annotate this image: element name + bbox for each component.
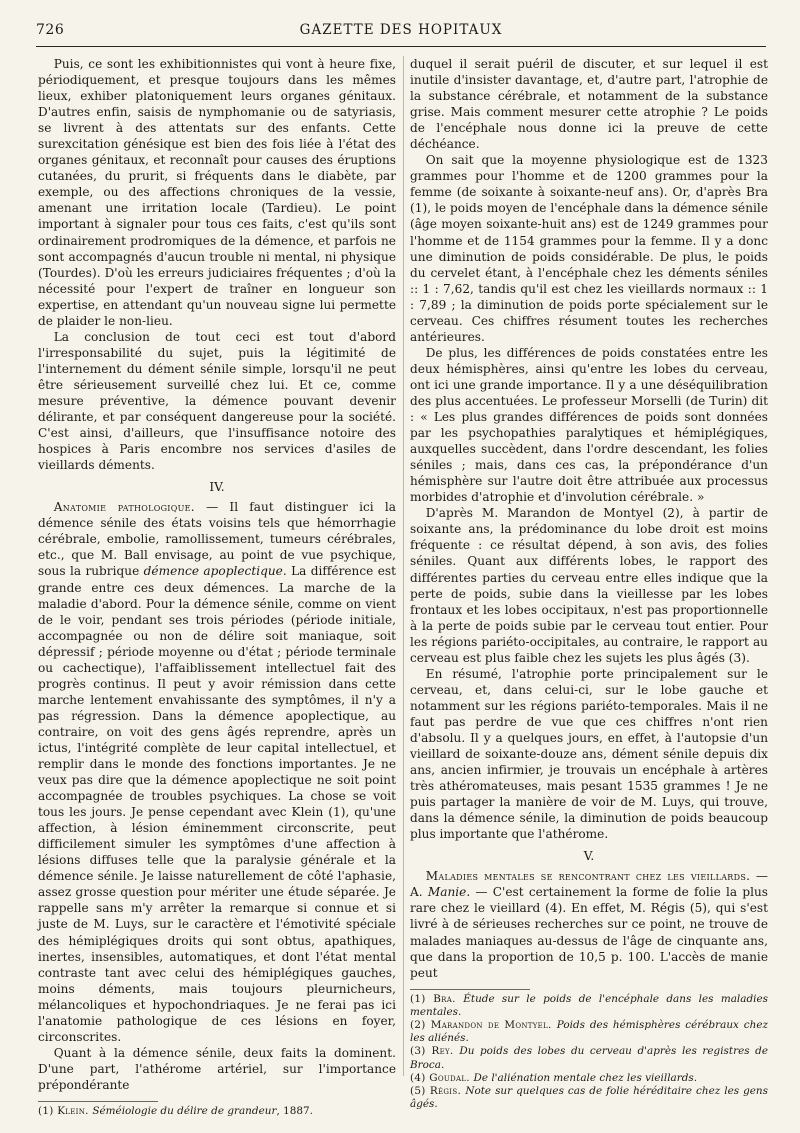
footnote-title: Du poids des lobes du cerveau d'après les registres de Broca [410, 1045, 768, 1071]
paragraph: D'après M. Marandon de Montyel (2), à partir de soixante ans, la prédominance du lobe droit est moins fréquente : ce résultat dépend, à son avis, des folies séniles. Quant aux différents lobes, le rapport des différentes parties du cerveau entre elles indique que la perte de poids, subie dans la vieillesse par les lobes frontaux et les lobes occipitaux, n'est pas proportionnelle à la perte de poids subie par le cerveau tout entier. Pour les régions pariéto-occipitales, au contraire, le rapport au cerveau est plus faible chez les sujets les plus âgés (3). [410, 506, 768, 665]
running-title: GAZETTE DES HOPITAUX [299, 22, 503, 38]
column-divider [403, 56, 404, 1076]
paragraph-sep: — A. [410, 869, 768, 900]
italic-term: Manie [427, 885, 467, 900]
left-column [38, 56, 396, 1117]
page-header [36, 16, 766, 46]
footnote-author: (4) Goudal. [410, 1071, 474, 1084]
footnote-title: Étude sur le poids de l'encéphale dans les maladies mentales [410, 992, 768, 1018]
footnote [410, 993, 768, 1019]
section-heading: Maladies mentales se rencontrant chez les vieillards. [425, 869, 751, 884]
paragraph-rest: . — C'est certainement la forme de folie la plus rare chez le vieillard (4). En effet, M. Régis (5), qui s'est livré à de sérieuses recherches sur ce point, ne trouve de malades maniaques au-dessus de l'âge de cinquante ans, que dans la proportion de 10,5 p. 100. L'accès de manie peut [410, 885, 769, 980]
footnote [410, 1085, 768, 1111]
paragraph: La conclusion de tout ceci est tout d'abord l'irresponsabilité du sujet, puis la légitimité de l'internement du dément sénile simple, lorsqu'il ne peut être sérieusement surveillé chez lui. Et ce, comme mesure préventive, la démence pouvant devenir délirante, et par conséquent dangereuse pour la société. C'est ainsi, d'ailleurs, que l'insuffisance notoire des hospices à Paris encombre nos services d'asiles de vieillards déments. [38, 329, 396, 473]
paragraph: De plus, les différences de poids constatées entre les deux hémisphères, ainsi qu'entre les lobes du cerveau, ont ici une grande importance. Il y a une déséquilibration des plus accentuées. Le professeur Morselli (de Turin) dit : « Les plus grandes différences de poids sont données par les psychopathies paralytiques et hémiplégiques, auxquelles succèdent, dans l'ordre descendant, les folies séniles ; mais, dans ces cas, la prépondérance d'un hémisphère sur l'autre doit être attribuée aux processus morbides d'atrophie et d'involution cérébrale. » [410, 345, 768, 505]
footnote-rest: , 1887. [276, 1105, 313, 1117]
header-rule [36, 46, 766, 47]
footnotes [38, 1105, 396, 1118]
paragraph: Puis, ce sont les exhibitionnistes qui vont à heure fixe, périodiquement, et presque toujours dans les mêmes lieux, exhiber platoniquement leurs organes génitaux. D'autres enfin, saisis de nymphomanie ou de satyriasis, se livrent à des attentats sur des enfants. Cette surexcitation génésique est bien des fois liée à l'état des organes génitaux, et reconnaît pour causes des éruptions cutanées, du prurit, si fréquents dans le diabète, par exemple, ou des affections chroniques de la vessie, amenant une irritation locale (Tardieu). Le point important à signaler pour tous ces faits, c'est qu'ils sont ordinairement prodromiques de la démence, et parfois ne sont accompagnés d'aucun trouble ni mental, ni physique (Tourdes). D'où les erreurs judiciaires fréquentes ; d'où la nécessité pour l'expert de traîner en longueur son expertise, en attendant qu'un nouveau signe lui permette de plaider le non-lieu. [38, 57, 396, 328]
paragraph [410, 868, 768, 980]
section-number: IV. [209, 480, 225, 495]
footnote-rest: . [434, 1098, 438, 1111]
italic-term: démence apoplectique [143, 564, 283, 579]
footnote-author: (2) Marandon de Montyel. [410, 1019, 557, 1032]
paragraph: duquel il serait puéril de discuter, et sur lequel il est inutile d'insister davantage, et, d'autre part, l'atrophie de la substance cérébrale, et notamment de la substance grise. Mais comment mesurer cette atrophie ? Le poids de l'encéphale nous donne ici la preuve de cette déchéance. [410, 57, 768, 152]
footnote-author: (5) Régis. [410, 1085, 466, 1098]
footnote-title: Séméiologie du délire de grandeur [92, 1105, 277, 1117]
footnote-rest: . [693, 1071, 698, 1084]
footnote-rest: . [458, 1005, 462, 1018]
paragraph: En résumé, l'atrophie porte principalement sur le cerveau, et, dans celui-ci, sur le lobe gauche et notamment sur les régions pariéto-temporales. Mais il ne faut pas perdre de vue que ces chiffres n'ont rien d'absolu. Il y a quelques jours, en effet, à l'autopsie d'un vieillard de soixante-douze ans, dément sénile depuis dix ans, ancien infirmier, je trouvais un encéphale à artères très athéromateuses, mais pesant 1535 grammes ! Je ne puis partager la manière de voir de M. Luys, qui trouve, dans la démence sénile, la diminution de poids beaucoup plus importante que l'athérome. [410, 666, 768, 842]
paragraph: On sait que la moyenne physiologique est de 1323 grammes pour l'homme et de 1200 grammes pour la femme (de soixante à soixante-neuf ans). Or, d'après Bra (1), le poids moyen de l'encéphale dans la démence sénile (âge moyen soixante-huit ans) est de 1249 grammes pour l'homme et de 1154 grammes pour la femme. Il y a donc une diminution de poids considérable. De plus, le poids du cervelet étant, à l'encéphale chez les déments séniles :: 1 : 7,62, tandis qu'il est chez les vieillards normaux :: 1 : 7,89 ; la diminution de poids porte spécialement sur le cerveau. Ces chiffres résument toutes les recherches antérieures. [410, 153, 768, 344]
paragraph-rest: . La différence est grande entre ces deux démences. La marche de la maladie d'abord. Pour la démence sénile, comme on vient de le voir, pendant ses trois périodes (période initiale, accompagnée ou non de délire soit maniaque, soit dépressif ; période moyenne ou d'état ; période terminale ou cachectique), l'affaiblissement intellectuel fait des progrès continus. Il peut y avoir rémission dans cette marche lentement envahissante des symptômes, il n'y a pas régression. Dans la démence apoplectique, au contraire, on voit des gens âgés reprendre, après un ictus, l'intégrité complète de leur capital intellectuel, et remplir dans le monde des fonctions importantes. Je ne veux pas dire que la démence apoplectique ne soit point accompagnée de troubles psychiques. La chose se voit tous les jours. Je pense cependant avec Klein (1), qu'une affection, à lésion éminemment circonscrite, peut difficilement simuler les symptômes d'une affection à lésions diffuses telle que la paralysie générale et la démence sénile. Je laisse naturellement de côté l'aphasie, assez grosse question pour mériter une étude séparée. Je rappelle sans m'y arrêter la remarque si connue et si juste de M. Luys, sur le caractère et l'émotivité spéciale des hémiplégiques droits qui sont obtus, apathiques, inertes, insensibles, automatiques, et dont l'état mental contraste tant avec celui des hémiplégiques gauches, moins déments, mais toujours pleurnicheurs, mélancoliques et hypochondriaques. Je ne ferai pas ici l'anatomie pathologique de ces lésions en foyer, circonscrites. [38, 564, 396, 1044]
section-heading: Anatomie pathologique. [53, 500, 195, 515]
footnote-rest: . [440, 1058, 445, 1071]
footnote [410, 1019, 768, 1045]
footnote-title: De l'aliénation mentale chez les vieillards [473, 1071, 694, 1084]
footnote [38, 1105, 396, 1118]
paragraph: Quant à la démence sénile, deux faits la dominent. D'une part, l'athérome artériel, sur l'importance prépondérante [38, 1045, 396, 1092]
page-number: 726 [36, 22, 65, 38]
footnote [410, 1072, 768, 1085]
section-number: V. [583, 849, 595, 864]
footnote-title: Poids des hémisphères cérébraux chez les aliénés [410, 1019, 768, 1045]
footnote-rule [38, 1101, 158, 1102]
footnote-author: (1) Bra. [410, 992, 464, 1005]
footnote-author: (1) Klein. [38, 1105, 93, 1117]
footnote [410, 1045, 768, 1071]
footnote-rest: . [465, 1032, 469, 1045]
footnotes [410, 993, 768, 1112]
paragraph [38, 499, 396, 1045]
footnote-title: Note sur quelques cas de folie héréditaire chez les gens âgés [410, 1085, 769, 1111]
footnote-rule [410, 989, 530, 990]
paragraph-lead: — Il faut distinguer ici la démence sénile des états voisins tels que hémorrhagie cérébrale, embolie, ramollissement, tumeurs cérébrales, etc., que M. Ball envisage, au point de vue psychique, sous la rubrique [38, 500, 396, 579]
right-column [410, 56, 769, 1111]
footnote-author: (3) Rey. [410, 1045, 460, 1058]
